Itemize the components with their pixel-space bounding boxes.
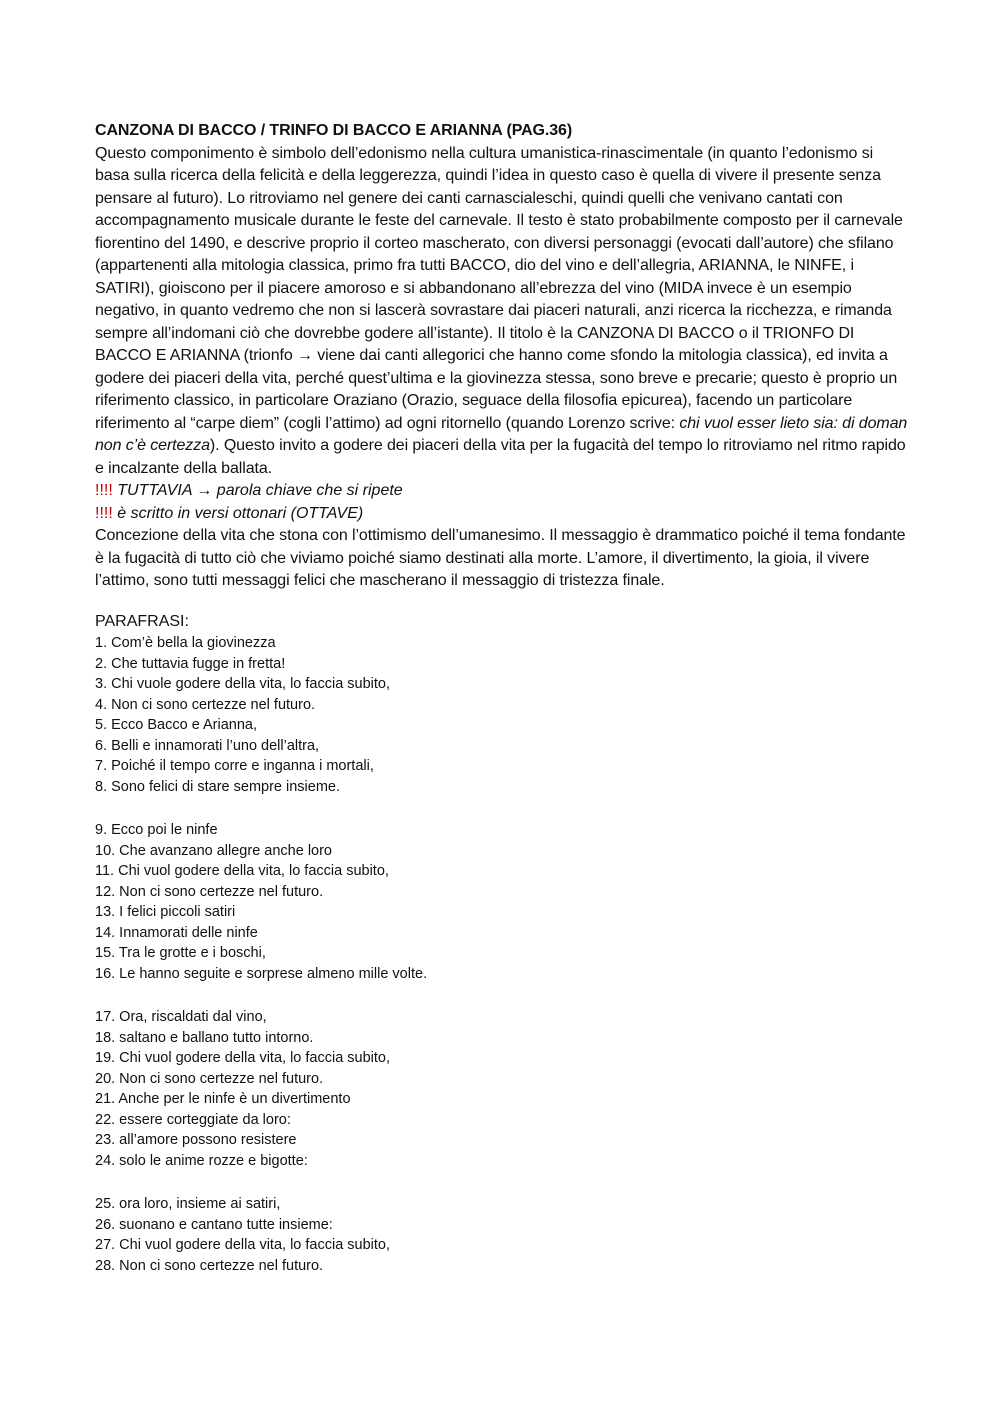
note-text: TUTTAVIA → parola chiave che si ripete xyxy=(117,482,403,499)
parafrasi-stanza xyxy=(95,1007,910,1171)
parafrasi-line: 23. all’amore possono resistere xyxy=(95,1132,297,1148)
parafrasi-line: 4. Non ci sono certezze nel futuro. xyxy=(95,696,316,713)
parafrasi-line: 9. Ecco poi le ninfe xyxy=(95,822,218,838)
parafrasi-line: 1. Com’è bella la giovinezza xyxy=(95,635,276,651)
document-content xyxy=(95,120,910,1299)
parafrasi-line: 26. suonano e cantano tutte insieme: xyxy=(95,1216,333,1233)
parafrasi-line: 24. solo le anime rozze e bigotte: xyxy=(95,1152,308,1169)
note-line xyxy=(95,503,910,526)
parafrasi-line: 5. Ecco Bacco e Arianna, xyxy=(95,717,258,733)
parafrasi-line: 14. Innamorati delle ninfe xyxy=(95,924,258,941)
parafrasi-line: 10. Che avanzano allegre anche loro xyxy=(95,842,332,859)
intro-text-part: ). Questo invito a godere dei piaceri della vita per la fugacità del tempo lo ritroviamo nel ritmo rapido e incalzante della ballata. xyxy=(95,437,906,477)
note-marker: !!!! xyxy=(95,482,113,499)
parafrasi-stanza xyxy=(95,820,910,984)
parafrasi-line: 15. Tra le grotte e i boschi, xyxy=(95,945,266,961)
parafrasi-line: 27. Chi vuol godere della vita, lo faccia subito, xyxy=(95,1237,391,1253)
parafrasi-line: 6. Belli e innamorati l’uno dell’altra, xyxy=(95,737,320,754)
parafrasi-line: 2. Che tuttavia fugge in fretta! xyxy=(95,655,286,672)
parafrasi-line: 21. Anche per le ninfe è un divertimento xyxy=(95,1091,351,1107)
document-title: CANZONA DI BACCO / TRINFO DI BACCO E ARIANNA (PAG.36) xyxy=(95,122,573,139)
parafrasi-line: 16. Le hanno seguite e sorprese almeno mille volte. xyxy=(95,965,428,982)
parafrasi-line: 28. Non ci sono certezze nel futuro. xyxy=(95,1257,324,1274)
parafrasi-line: 3. Chi vuole godere della vita, lo faccia subito, xyxy=(95,676,391,692)
parafrasi-line: 12. Non ci sono certezze nel futuro. xyxy=(95,883,324,900)
parafrasi-stanza xyxy=(95,633,910,797)
parafrasi-stanza xyxy=(95,1194,910,1276)
note-line xyxy=(95,480,910,503)
note-text: è scritto in versi ottonari (OTTAVE) xyxy=(117,504,364,522)
parafrasi-stanzas xyxy=(95,633,910,1276)
parafrasi-line: 20. Non ci sono certezze nel futuro. xyxy=(95,1070,324,1087)
parafrasi-line: 7. Poiché il tempo corre e inganna i mortali, xyxy=(95,758,374,774)
parafrasi-heading: PARAFRASI: xyxy=(95,612,189,630)
parafrasi-line: 13. I felici piccoli satiri xyxy=(95,904,236,920)
parafrasi-line: 22. essere corteggiate da loro: xyxy=(95,1111,291,1128)
conclusion-paragraph: Concezione della vita che stona con l’ottimismo dell’umanesimo. Il messaggio è drammatico poiché il tema fondante è la fugacità di tutto ciò che viviamo poiché siamo destinati alla morte. L’amore, il divertimento, la gioia, il vivere l’attimo, sono tutti messaggi felici che mascherano il messaggio di tristezza finale. xyxy=(95,527,906,589)
parafrasi-line: 18. saltano e ballano tutto intorno. xyxy=(95,1029,314,1046)
parafrasi-line: 25. ora loro, insieme ai satiri, xyxy=(95,1196,281,1212)
parafrasi-line: 8. Sono felici di stare sempre insieme. xyxy=(95,778,340,795)
intro-text-part: Questo componimento è simbolo dell’edonismo nella cultura umanistica-rinascimentale (in quanto l’edonismo si basa sulla ricerca della felicità e della leggerezza, quindi l’idea in questo caso è quella di vivere il presente senza pensare al futuro). Lo ritroviamo nel genere dei canti carnascialeschi, quindi quelli che venivano cantati con accompagnamento musicale durante le feste del carnevale. Il testo è stato probabilmente composto per il carnevale fiorentino del 1490, e descrive proprio il corteo mascherato, con diversi personaggi (evocati dall’autore) che sfilano (appartenenti alla mitologia classica, primo fra tutti BACCO, dio del vino e dell’allegria, ARIANNA, le NINFE, i SATIRI), gioiscono per il piacere amoroso e si abbandonano all’ebrezza del vino (MIDA invece è un esempio negativo, in quanto vedremo che non si lascerà sovrastare dai piaceri naturali, anzi ricerca la ricchezza, e rimanda sempre all’indomani ciò che dovrebbe godere all’istante). Il titolo è la CANZONA DI BACCO o il TRIONFO DI BACCO E ARIANNA (trionfo → viene dai canti allegorici che hanno come sfondo la mitologia classica), ed invita a godere dei piaceri della vita, perché quest’ultima e la giovinezza stessa, sono breve e precarie; questo è proprio un riferimento classico, in particolare Oraziano (Orazio, seguace della filosofia epicurea), facendo un particolare riferimento al “carpe diem” (cogli l’attimo) ad ogni ritornello (quando Lorenzo scrive: xyxy=(95,144,903,432)
intro-paragraph xyxy=(95,143,910,481)
parafrasi-line: 19. Chi vuol godere della vita, lo faccia subito, xyxy=(95,1050,391,1066)
parafrasi-line: 11. Chi vuol godere della vita, lo faccia subito, xyxy=(95,863,389,879)
parafrasi-line: 17. Ora, riscaldati dal vino, xyxy=(95,1009,267,1025)
note-marker: !!!! xyxy=(95,504,113,522)
quoted-refrain: chi vuol esser lieto sia: di doman non c’è certezza xyxy=(95,414,908,454)
